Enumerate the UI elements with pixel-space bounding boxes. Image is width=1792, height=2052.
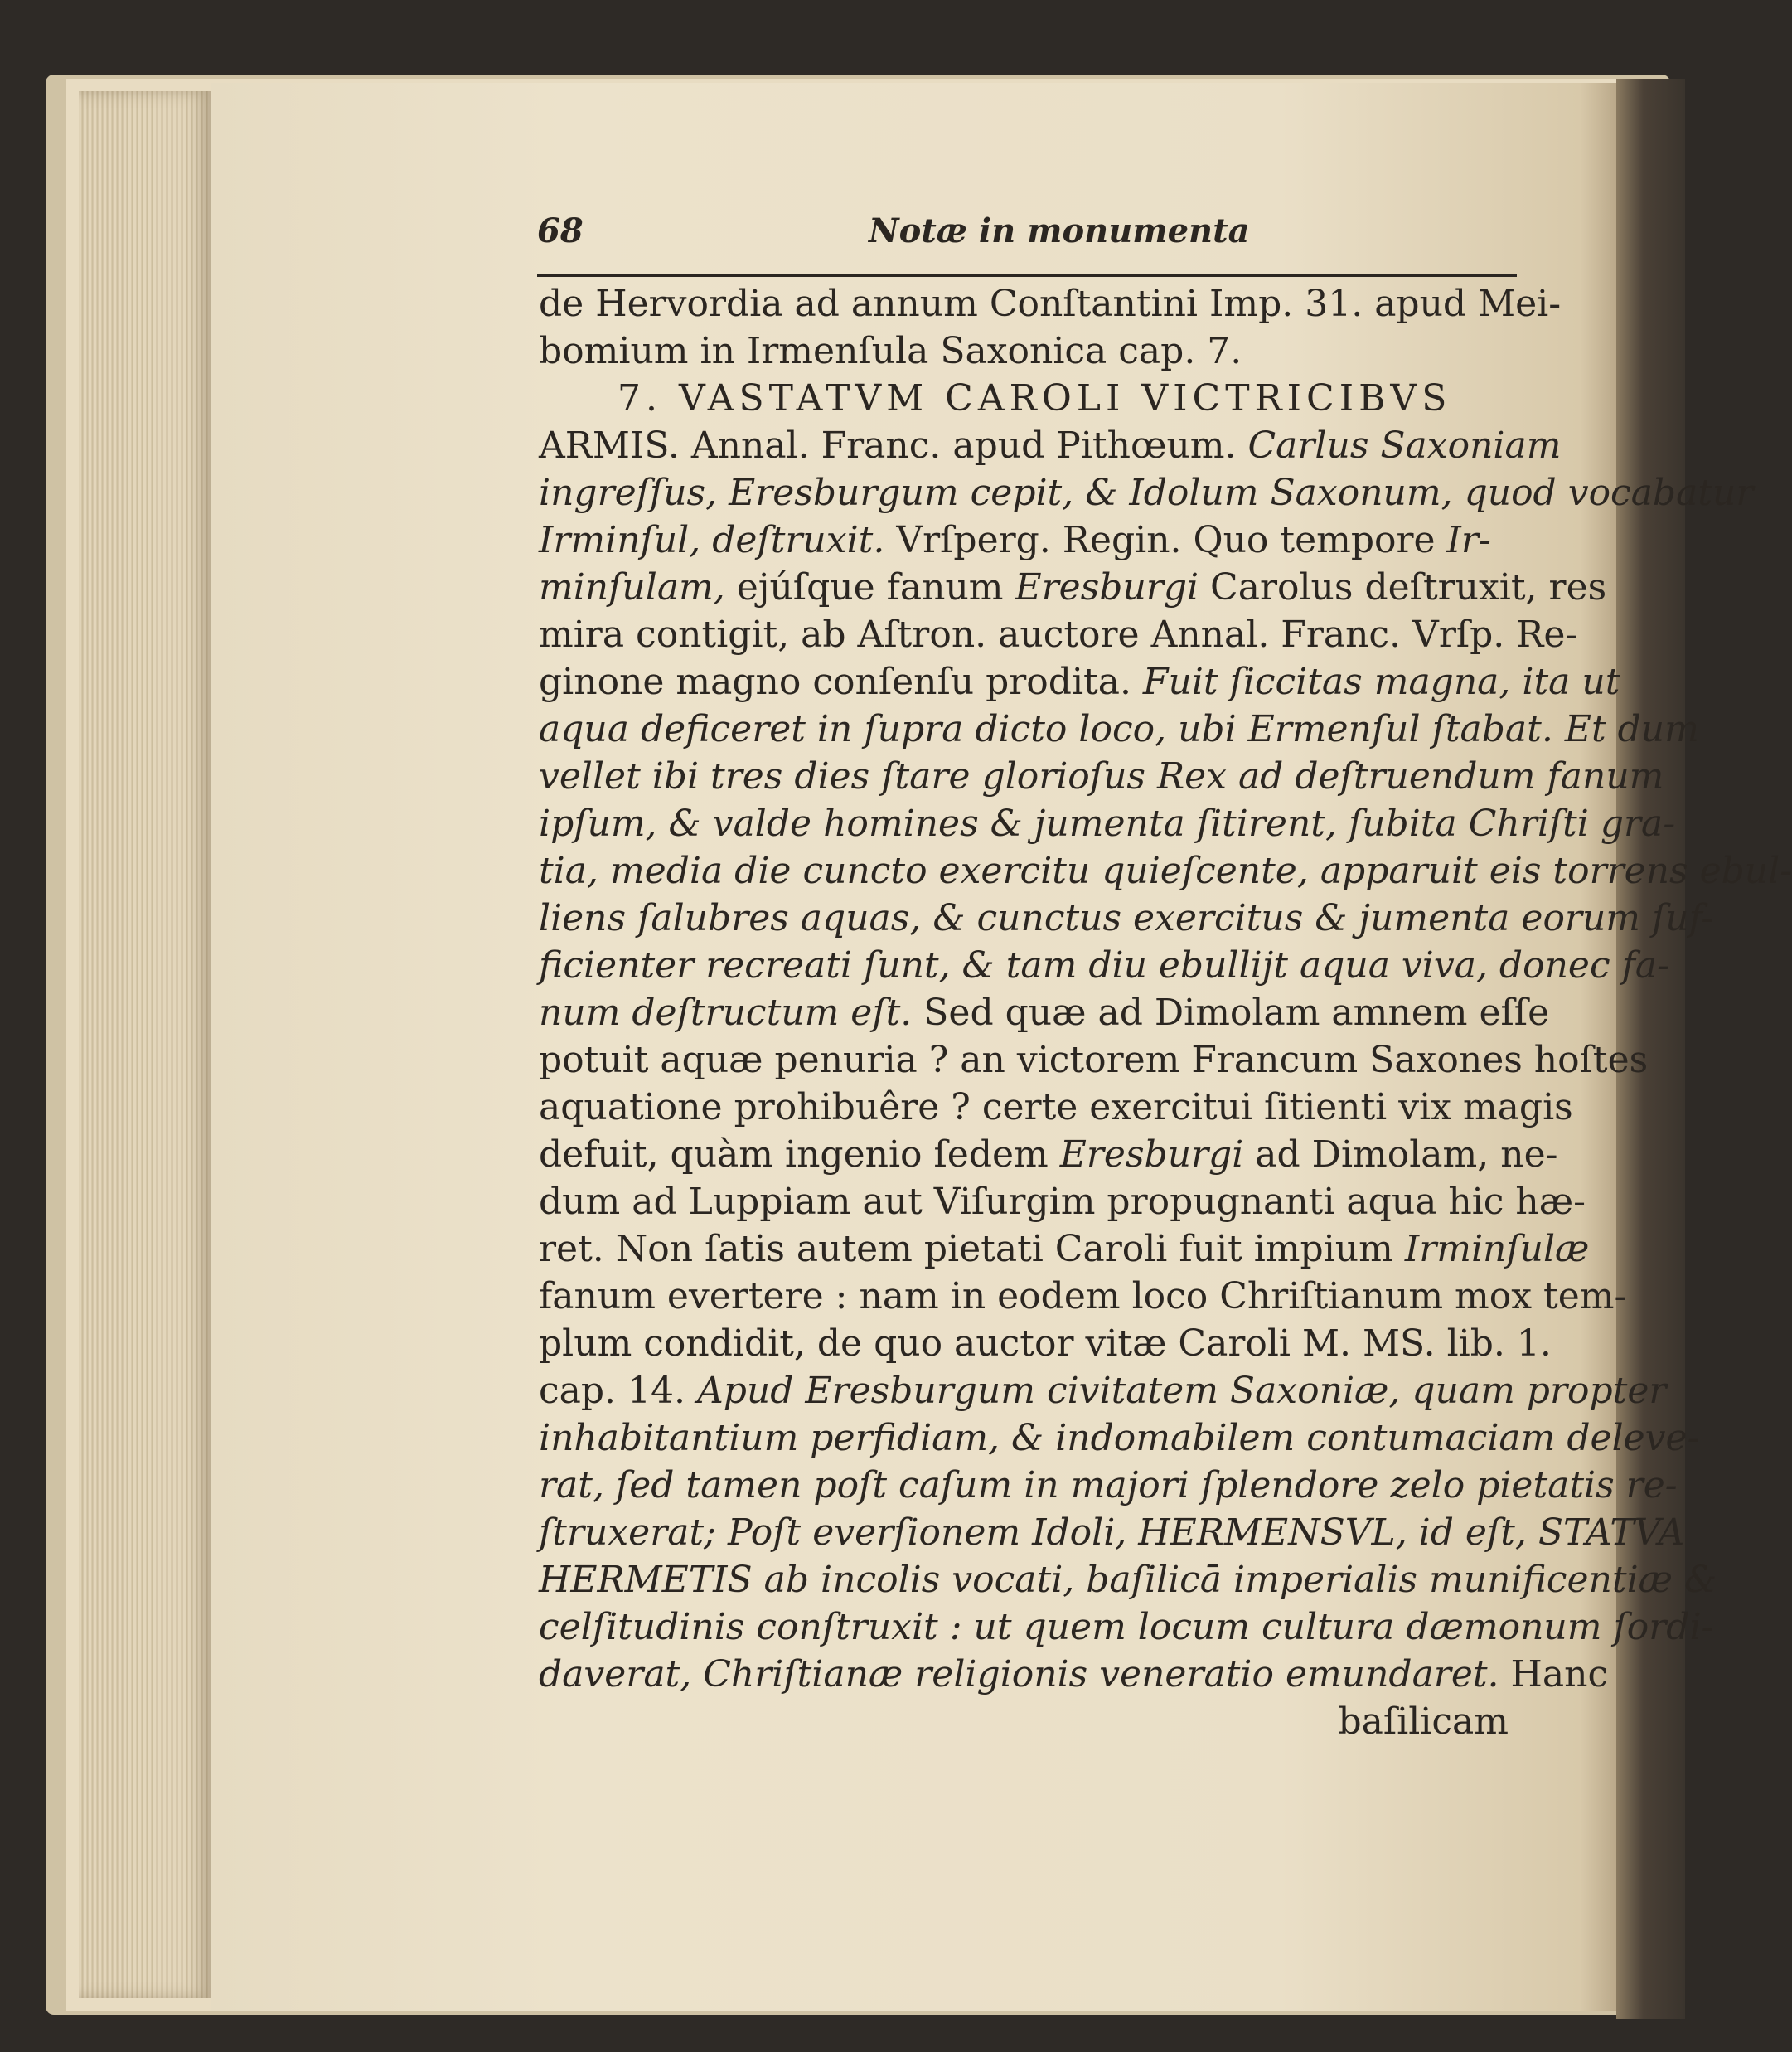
italic-run: ingreſſus, Eresburgum cepit, & Idolum Saxonum, quod vocabatur xyxy=(539,472,1754,514)
italic-run: ſtruxerat; Poſt everſionem Idoli, HERMENSVL, id eſt, STATVA xyxy=(539,1511,1685,1554)
page-edges xyxy=(79,91,211,1998)
text-line xyxy=(539,1178,1586,1225)
italic-run: minſulam, xyxy=(539,566,737,609)
page-header xyxy=(537,211,1517,277)
italic-run: inhabitantium perfidiam, & indomabilem contumaciam deleve- xyxy=(539,1417,1700,1459)
text-run: Vrſperg. Regin. Quo tempore xyxy=(896,519,1447,561)
text-line xyxy=(539,564,1607,611)
text-run: de Hervordia ad annum Conſtantini Imp. 31. apud Mei- xyxy=(539,283,1562,325)
italic-run: Ir- xyxy=(1446,519,1491,561)
text-run: 7. VASTATVM CAROLI VICTRICIBVS xyxy=(618,377,1452,420)
text-line xyxy=(539,1603,1714,1651)
text-run: ret. Non ſatis autem pietati Caroli fuit impium xyxy=(539,1228,1405,1270)
text-line xyxy=(539,706,1699,753)
text-run: baſilicam xyxy=(1338,1700,1509,1743)
italic-run: Apud Eresburgum civitatem Saxoniæ, quam propter xyxy=(696,1370,1667,1412)
running-title: Notæ in monumenta xyxy=(869,211,1250,250)
text-line xyxy=(539,327,1509,375)
italic-run: tia, media die cuncto exercitu quieſcente, apparuit eis torrens ebul- xyxy=(539,850,1792,892)
italic-run: aqua deficeret in ſupra dicto loco, ubi Ermenſul ſtabat. Et dum xyxy=(539,708,1699,750)
text-line xyxy=(539,753,1664,800)
italic-run: Fuit ſiccitas magna, ita ut xyxy=(1142,661,1620,703)
text-run: plum condidit, de quo auctor vitæ Caroli M. MS. lib. 1. xyxy=(539,1322,1552,1365)
text-line xyxy=(539,280,1562,327)
text-line xyxy=(539,469,1754,517)
text-run: bomium in Irmenſula Saxonica cap. 7. xyxy=(539,330,1242,372)
text-line xyxy=(539,1367,1667,1414)
text-line xyxy=(539,1131,1558,1178)
body-text xyxy=(539,280,1792,1745)
italic-run: Eresburgi xyxy=(1059,1133,1244,1176)
text-run: cap. 14. xyxy=(539,1370,697,1412)
text-line xyxy=(539,1273,1627,1320)
italic-run: Irminſulæ xyxy=(1404,1228,1590,1270)
text-line xyxy=(539,1509,1685,1556)
text-line xyxy=(539,375,1509,422)
text-line xyxy=(539,1462,1678,1509)
text-run: mira contigit, ab Aſtron. auctore Annal. Franc. Vrſp. Re- xyxy=(539,614,1578,656)
italic-run: liens ſalubres aquas, & cunctus exercitus & jumenta eorum ſuf- xyxy=(539,897,1714,939)
text-line xyxy=(539,611,1578,658)
text-run: ARMIS. Annal. Franc. apud Pithœum. xyxy=(539,424,1248,467)
text-run: defuit, quàm ingenio ſedem xyxy=(539,1133,1060,1176)
text-run: dum ad Luppiam aut Viſurgim propugnanti aqua hic hæ- xyxy=(539,1181,1586,1223)
italic-run: ficienter recreati ſunt, & tam diu ebullijt aqua viva, donec fa- xyxy=(539,944,1669,987)
italic-run: ipſum, & valde homines & jumenta ſitirent, ſubita Chriſti gra- xyxy=(539,803,1676,845)
page-number: 68 xyxy=(537,211,584,250)
text-run: Hanc xyxy=(1499,1653,1609,1695)
italic-run: celſitudinis conſtruxit : ut quem locum cultura dæmonum ſordi- xyxy=(539,1606,1714,1648)
italic-run: rat, ſed tamen poſt caſum in majori ſplendore zelo pietatis re- xyxy=(539,1464,1678,1506)
text-run: aquatione prohibuêre ? certe exercitui ſitienti vix magis xyxy=(539,1086,1573,1128)
text-line xyxy=(539,942,1669,989)
italic-run: Eresburgi xyxy=(1015,566,1199,609)
italic-run: num deſtructum eſt. xyxy=(539,992,924,1034)
text-run: ejúſque fanum xyxy=(736,566,1015,609)
text-line xyxy=(539,517,1509,564)
italic-run: vellet ibi tres dies ſtare glorioſus Rex ad deſtruendum fanum xyxy=(539,755,1664,798)
text-run: Carolus deſtruxit, res xyxy=(1199,566,1607,609)
text-run: ginone magno conſenſu prodita. xyxy=(539,661,1143,703)
italic-run: daverat, Chriſtianæ religionis veneratio emundaret. xyxy=(539,1653,1499,1695)
text-line xyxy=(539,1556,1717,1603)
catchword xyxy=(539,1698,1509,1745)
text-line xyxy=(539,422,1562,469)
text-line xyxy=(539,1084,1573,1131)
italic-run: Carlus Saxoniam xyxy=(1247,424,1562,467)
text-line xyxy=(539,895,1714,942)
italic-run: Irminſul, deſtruxit. xyxy=(539,519,897,561)
text-line xyxy=(539,1036,1649,1084)
text-run: ad Dimolam, ne- xyxy=(1243,1133,1558,1176)
text-line xyxy=(539,1651,1609,1698)
text-line xyxy=(539,847,1792,895)
text-line xyxy=(539,989,1550,1036)
italic-run: HERMETIS ab incolis vocati, baſilicā imperialis munificentiæ & xyxy=(539,1559,1717,1601)
text-line xyxy=(539,1320,1552,1367)
text-run: Sed quæ ad Dimolam amnem eſſe xyxy=(923,992,1550,1034)
text-line xyxy=(539,658,1620,706)
text-run: potuit aquæ penuria ? an victorem Francum Saxones hoſtes xyxy=(539,1039,1649,1081)
text-line xyxy=(539,800,1676,847)
text-line xyxy=(539,1414,1700,1462)
text-line xyxy=(539,1225,1590,1273)
text-run: fanum evertere : nam in eodem loco Chriſtianum mox tem- xyxy=(539,1275,1627,1317)
